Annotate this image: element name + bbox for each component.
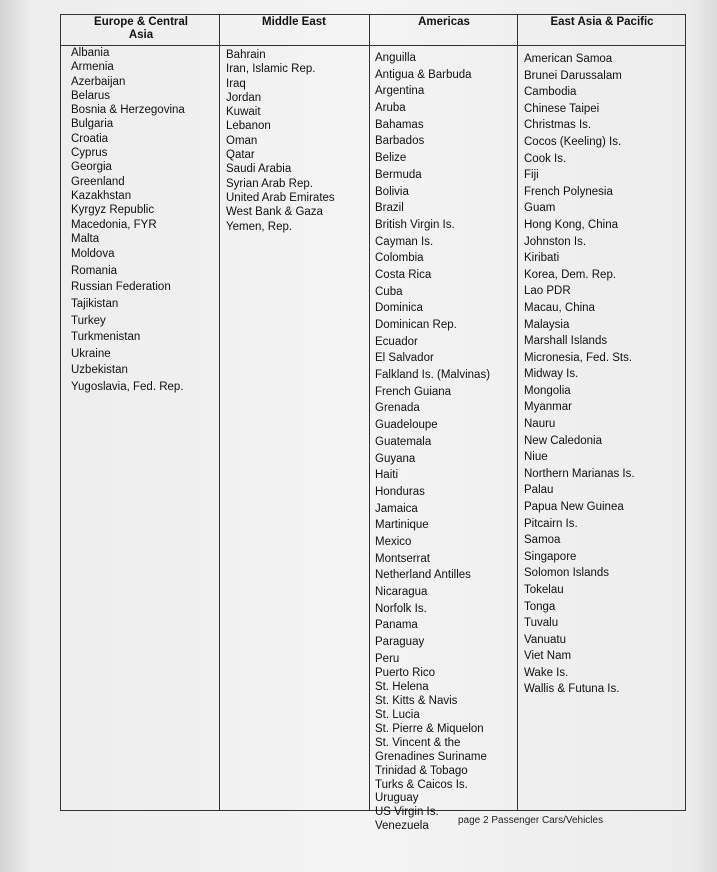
list-item: Viet Nam: [524, 650, 572, 663]
list-item: Solomon Islands: [524, 567, 610, 580]
list-item: Cayman Is.: [375, 235, 434, 248]
list-item: British Virgin Is.: [375, 218, 455, 231]
list-item: Guam: [524, 202, 556, 215]
list-item: Northern Marianas Is.: [524, 467, 635, 480]
list-item: Malaysia: [524, 318, 570, 331]
list-item: Grenadines Suriname: [375, 750, 487, 763]
list-item: Ecuador: [375, 335, 418, 348]
header-middle-east: Middle East: [262, 16, 326, 28]
list-item: Pitcairn Is.: [524, 517, 578, 530]
list-item: Guyana: [375, 452, 416, 465]
list-item: St. Kitts & Navis: [375, 695, 458, 708]
list-item: Falkland Is. (Malvinas): [375, 369, 491, 382]
list-item: Uzbekistan: [71, 364, 128, 377]
list-item: Kazakhstan: [71, 189, 132, 202]
list-item: Colombia: [375, 252, 424, 265]
list-item: Antigua & Barbuda: [375, 68, 472, 81]
list-item: Grenada: [375, 402, 420, 415]
header-americas: Americas: [418, 16, 470, 28]
list-item: Norfolk Is.: [375, 602, 427, 615]
list-item: Wake Is.: [524, 666, 569, 679]
list-item: French Guiana: [375, 385, 452, 398]
list-item: Brazil: [375, 202, 404, 215]
list-item: Romania: [71, 264, 118, 277]
list-item: Hong Kong, China: [524, 218, 618, 231]
list-item: Christmas Is.: [524, 119, 592, 132]
list-item: El Salvador: [375, 352, 434, 365]
list-item: Russian Federation: [71, 281, 171, 294]
list-item: Oman: [226, 134, 258, 147]
list-item: Jordan: [226, 91, 262, 104]
list-item: Cambodia: [524, 86, 577, 99]
header-east-asia-pacific: East Asia & Pacific: [550, 16, 654, 28]
list-item: Korea, Dem. Rep.: [524, 268, 617, 281]
list-item: Singapore: [524, 550, 577, 563]
list-item: St. Lucia: [375, 709, 420, 722]
list-item: Honduras: [375, 485, 425, 498]
list-item: Turks & Caicos Is.: [375, 778, 468, 791]
list-item: Yugoslavia, Fed. Rep.: [71, 380, 184, 393]
list-item: Macau, China: [524, 301, 595, 314]
list-item: Barbados: [375, 135, 425, 148]
list-item: Mongolia: [524, 384, 571, 397]
list-item: Bosnia & Herzegovina: [71, 104, 185, 117]
list-item: Peru: [375, 652, 400, 665]
list-item: Nicaragua: [375, 586, 428, 598]
list-europe-central-asia: [71, 46, 185, 396]
list-item: Chinese Taipei: [524, 102, 600, 115]
list-item: Croatia: [71, 132, 109, 145]
list-item: Cocos (Keeling) Is.: [524, 135, 622, 148]
list-item: Uruguay: [375, 792, 419, 805]
list-item: Cuba: [375, 285, 403, 298]
list-item: Anguilla: [375, 52, 416, 64]
list-item: Bulgaria: [71, 118, 114, 131]
list-item: Paraguay: [375, 636, 425, 649]
list-item: Qatar: [226, 149, 255, 162]
list-item: Dominica: [375, 302, 423, 315]
list-item: Papua New Guinea: [524, 501, 624, 514]
list-item: Iran, Islamic Rep.: [226, 63, 316, 76]
list-item: Niue: [524, 451, 548, 464]
list-item: Armenia: [71, 61, 114, 74]
list-item: Haiti: [375, 469, 399, 482]
list-item: Myanmar: [524, 401, 572, 414]
list-item: Palau: [524, 484, 554, 497]
list-item: Saudi Arabia: [226, 163, 292, 176]
list-item: Panama: [375, 619, 418, 632]
list-item: Lao PDR: [524, 285, 571, 298]
list-item: United Arab Emirates: [226, 191, 335, 204]
column-divider: [219, 15, 220, 810]
list-item: St. Pierre & Miquelon: [375, 723, 484, 735]
column-divider: [369, 15, 370, 810]
list-item: Iraq: [226, 77, 246, 90]
list-item: Moldova: [71, 248, 115, 261]
list-item: Georgia: [71, 161, 112, 174]
list-item: Argentina: [375, 85, 425, 98]
list-item: Kuwait: [226, 106, 261, 119]
list-item: Costa Rica: [375, 268, 432, 281]
list-item: Ukraine: [71, 347, 111, 360]
list-item: Bahrain: [226, 49, 266, 61]
page-footer: page 2 Passenger Cars/Vehicles: [458, 815, 604, 826]
list-item: Montserrat: [375, 552, 430, 565]
list-item: Albania: [71, 47, 110, 59]
list-item: Bolivia: [375, 185, 409, 198]
list-item: Trinidad & Tobago: [375, 764, 468, 777]
list-item: West Bank & Gaza: [226, 206, 323, 219]
list-item: Guatemala: [375, 435, 432, 448]
list-item: Lebanon: [226, 120, 271, 133]
list-item: Dominican Rep.: [375, 319, 457, 331]
list-item: Puerto Rico: [375, 667, 436, 680]
list-item: Turkey: [71, 314, 106, 327]
list-item: Tajikistan: [71, 297, 119, 310]
list-item: Cyprus: [71, 147, 108, 160]
list-item: Cook Is.: [524, 152, 567, 165]
list-item: Venezuela: [375, 820, 429, 833]
list-item: Tokelau: [524, 584, 564, 596]
list-item: Turkmenistan: [71, 331, 141, 344]
list-item: Bermuda: [375, 168, 422, 181]
column-divider: [517, 15, 518, 810]
list-item: Azerbaijan: [71, 75, 126, 88]
header-europe-central-asia: Europe & Central Asia: [94, 16, 188, 41]
list-item: Tuvalu: [524, 617, 559, 630]
list-item: Mexico: [375, 535, 412, 548]
list-item: Bahamas: [375, 118, 424, 131]
list-item: Guadeloupe: [375, 419, 438, 432]
list-item: Aruba: [375, 102, 406, 115]
list-item: Samoa: [524, 534, 561, 547]
list-item: US Virgin Is.: [375, 806, 439, 819]
list-item: Belarus: [71, 89, 110, 102]
list-item: Macedonia, FYR: [71, 218, 157, 231]
list-item: Malta: [71, 232, 100, 245]
list-item: St. Vincent & the: [375, 736, 461, 749]
list-middle-east: [226, 48, 335, 234]
list-item: Tonga: [524, 600, 556, 613]
list-item: Netherland Antilles: [375, 569, 471, 582]
list-item: St. Helena: [375, 681, 429, 694]
list-item: Brunei Darussalam: [524, 69, 622, 82]
list-item: Syrian Arab Rep.: [226, 177, 313, 190]
list-item: Wallis & Futuna Is.: [524, 682, 620, 695]
list-item: Yemen, Rep.: [226, 220, 293, 233]
list-item: Kiribati: [524, 252, 560, 265]
list-item: Greenland: [71, 175, 125, 188]
list-item: Micronesia, Fed. Sts.: [524, 351, 633, 364]
list-item: Johnston Is.: [524, 235, 587, 248]
list-east-asia-pacific: [524, 51, 635, 696]
list-item: Kyrgyz Republic: [71, 204, 155, 217]
list-item: Marshall Islands: [524, 335, 608, 348]
list-item: American Samoa: [524, 53, 613, 65]
list-item: New Caledonia: [524, 434, 602, 447]
list-item: French Polynesia: [524, 185, 613, 198]
list-item: Jamaica: [375, 502, 418, 515]
list-item: Midway Is.: [524, 368, 579, 381]
list-item: Fiji: [524, 169, 539, 182]
list-item: Martinique: [375, 519, 429, 532]
list-item: Nauru: [524, 418, 556, 431]
list-item: Belize: [375, 152, 407, 165]
list-americas: [375, 50, 490, 834]
list-item: Vanuatu: [524, 633, 566, 646]
